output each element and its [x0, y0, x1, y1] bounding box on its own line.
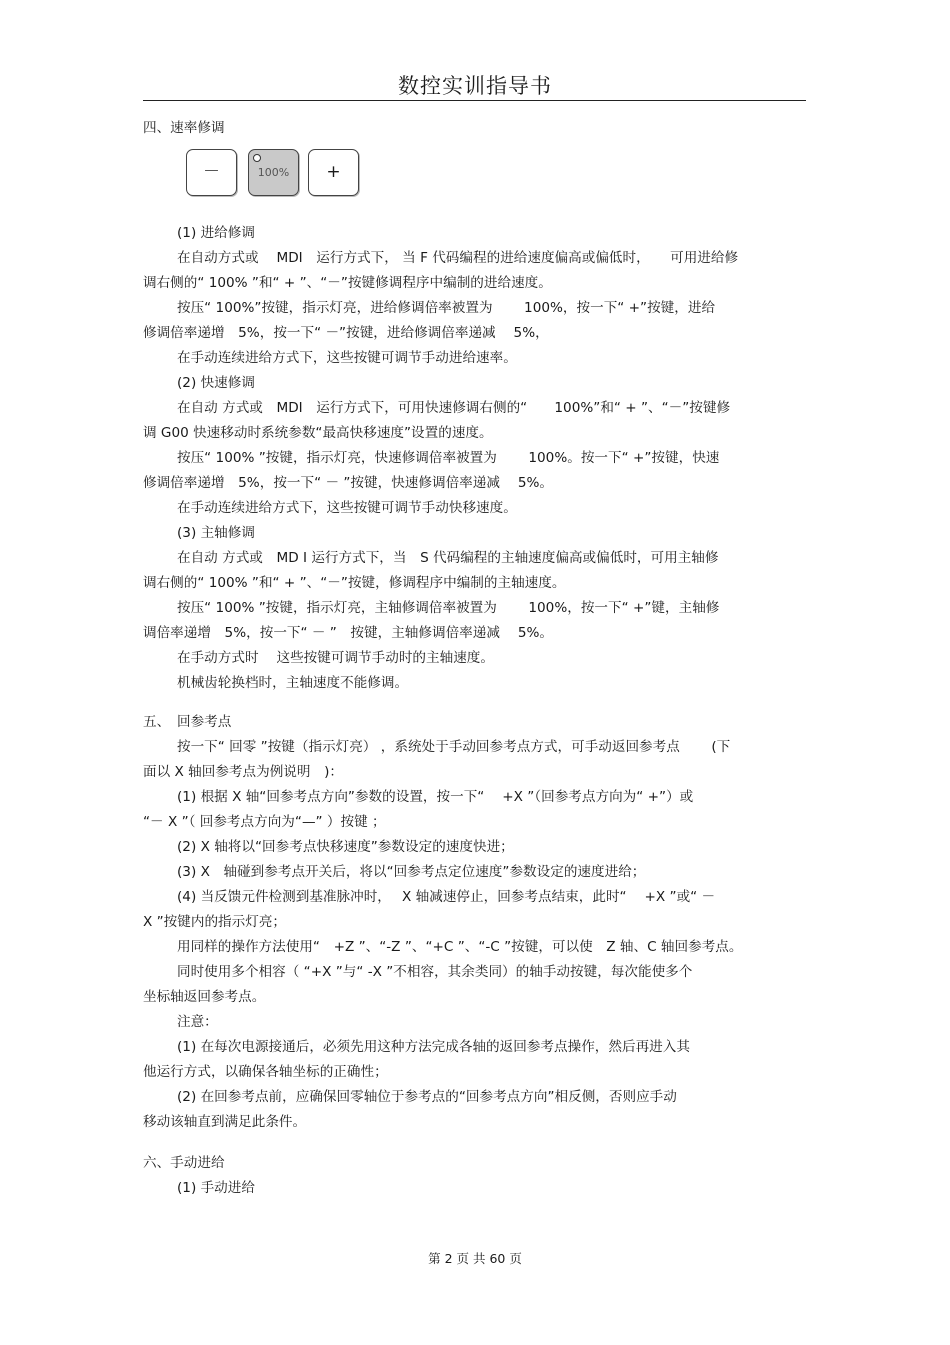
section-heading-reference-return: 五、 回参考点	[143, 714, 232, 730]
plus-key[interactable]: +	[308, 149, 359, 196]
paragraph-line: “－ X ”（ 回参考点方向为“—” ）按键 ；	[143, 814, 386, 830]
subheading-rapid-override: (2) 快速修调	[177, 375, 255, 391]
hundred-percent-key-label: 100%	[257, 166, 290, 179]
subheading-manual-feed: (1) 手动进给	[177, 1180, 255, 1196]
minus-key[interactable]: －	[186, 149, 237, 196]
paragraph-line: 同时使用多个相容（ “+X ”与“ -X ”不相容，其余类同）的轴手动按键，每次能使多个	[177, 964, 693, 980]
paragraph-line: 坐标轴返回参考点。	[143, 989, 266, 1005]
paragraph-line: (4) 当反馈元件检测到基准脉冲时， X 轴减速停止，回参考点结束，此时“ +X ”或“ －	[177, 889, 716, 905]
page-footer: 第 2 页 共 60 页	[428, 1251, 522, 1266]
paragraph-line: 面以 X 轴回参考点为例说明 )：	[143, 764, 343, 780]
paragraph-line: 在手动方式时 这些按键可调节手动时的主轴速度。	[177, 650, 494, 666]
paragraph-line: 在手动连续进给方式下，这些按键可调节手动快移速度。	[177, 500, 517, 516]
override-key-panel	[143, 141, 806, 221]
page-content	[143, 116, 806, 1201]
paragraph-line: 按一下“ 回零 ”按键（指示灯亮） ，系统处于手动回参考点方式，可手动返回参考点 (下	[177, 739, 731, 755]
spacer	[143, 1135, 806, 1151]
section-heading-manual-feed: 六、手动进给	[143, 1155, 225, 1171]
paragraph-line: 调 G00 快速移动时系统参数“最高快移速度”设置的速度。	[143, 425, 493, 441]
subheading-spindle-override: (3) 主轴修调	[177, 525, 255, 541]
paragraph-line: (3) X 轴碰到参考点开关后，将以“回参考点定位速度”参数设定的速度进给；	[177, 864, 646, 880]
paragraph-line: 调右侧的“ 100% ”和“ + ”、“－”按键，修调程序中编制的主轴速度。	[143, 575, 566, 591]
paragraph-line: 用同样的操作方法使用“ +Z ”、“-Z ”、“+C ”、“-C ”按键，可以使 Z 轴、C 轴回参考点。	[177, 939, 743, 955]
paragraph-line: (2) 在回参考点前，应确保回零轴位于参考点的“回参考点方向”相反侧，否则应手动	[177, 1089, 677, 1105]
paragraph-line: (1) 在每次电源接通后，必须先用这种方法完成各轴的返回参考点操作，然后再进入其	[177, 1039, 690, 1055]
title-rule	[143, 100, 806, 101]
indicator-led-icon	[253, 154, 261, 162]
paragraph-line: 按压“ 100%”按键，指示灯亮，进给修调倍率被置为 100%，按一下“ +”按键，进给	[177, 300, 716, 316]
section-heading-rate-override: 四、速率修调	[143, 120, 225, 136]
paragraph-line: 调右侧的“ 100% ”和“ + ”、“－”按键修调程序中编制的进给速度。	[143, 275, 552, 291]
paragraph-line: X ”按键内的指示灯亮；	[143, 914, 287, 930]
paragraph-line: 在自动 方式或 MDI 运行方式下，可用快速修调右侧的“ 100%”和“ + ”、“－”按键修	[177, 400, 731, 416]
hundred-percent-key[interactable]	[248, 149, 299, 196]
paragraph-line: 机械齿轮换档时，主轴速度不能修调。	[177, 675, 409, 691]
paragraph-line: 按压“ 100% ”按键，指示灯亮，快速修调倍率被置为 100%。按一下“ +”按键，快速	[177, 450, 720, 466]
paragraph-line: 修调倍率递增 5%，按一下“ －”按键，进给修调倍率递减 5%，	[143, 325, 549, 341]
paragraph-line: 在自动方式或 MDI 运行方式下， 当 F 代码编程的进给速度偏高或偏低时， 可用进给修	[177, 250, 739, 266]
paragraph-line: 在手动连续进给方式下，这些按键可调节手动进给速率。	[177, 350, 517, 366]
note-label: 注意：	[177, 1014, 218, 1030]
page-title: 数控实训指导书	[398, 74, 552, 98]
paragraph-line: (2) X 轴将以“回参考点快移速度”参数设定的速度快进；	[177, 839, 514, 855]
paragraph-line: 修调倍率递增 5%，按一下“ － ”按键，快速修调倍率递减 5%。	[143, 475, 554, 491]
spacer	[143, 696, 806, 710]
subheading-feed-override: (1) 进给修调	[177, 225, 255, 241]
paragraph-line: 调倍率递增 5%，按一下“ － ” 按键，主轴修调倍率递减 5%。	[143, 625, 554, 641]
paragraph-line: 在自动 方式或 MD I 运行方式下，当 S 代码编程的主轴速度偏高或偏低时，可用主轴修	[177, 550, 719, 566]
paragraph-line: 他运行方式，以确保各轴坐标的正确性；	[143, 1064, 388, 1080]
paragraph-line: (1) 根据 X 轴“回参考点方向”参数的设置，按一下“ +X ”（回参考点方向为“ +”）或	[177, 789, 694, 805]
paragraph-line: 移动该轴直到满足此条件。	[143, 1114, 307, 1130]
paragraph-line: 按压“ 100% ”按键，指示灯亮，主轴修调倍率被置为 100%，按一下“ +”键，主轴修	[177, 600, 720, 616]
